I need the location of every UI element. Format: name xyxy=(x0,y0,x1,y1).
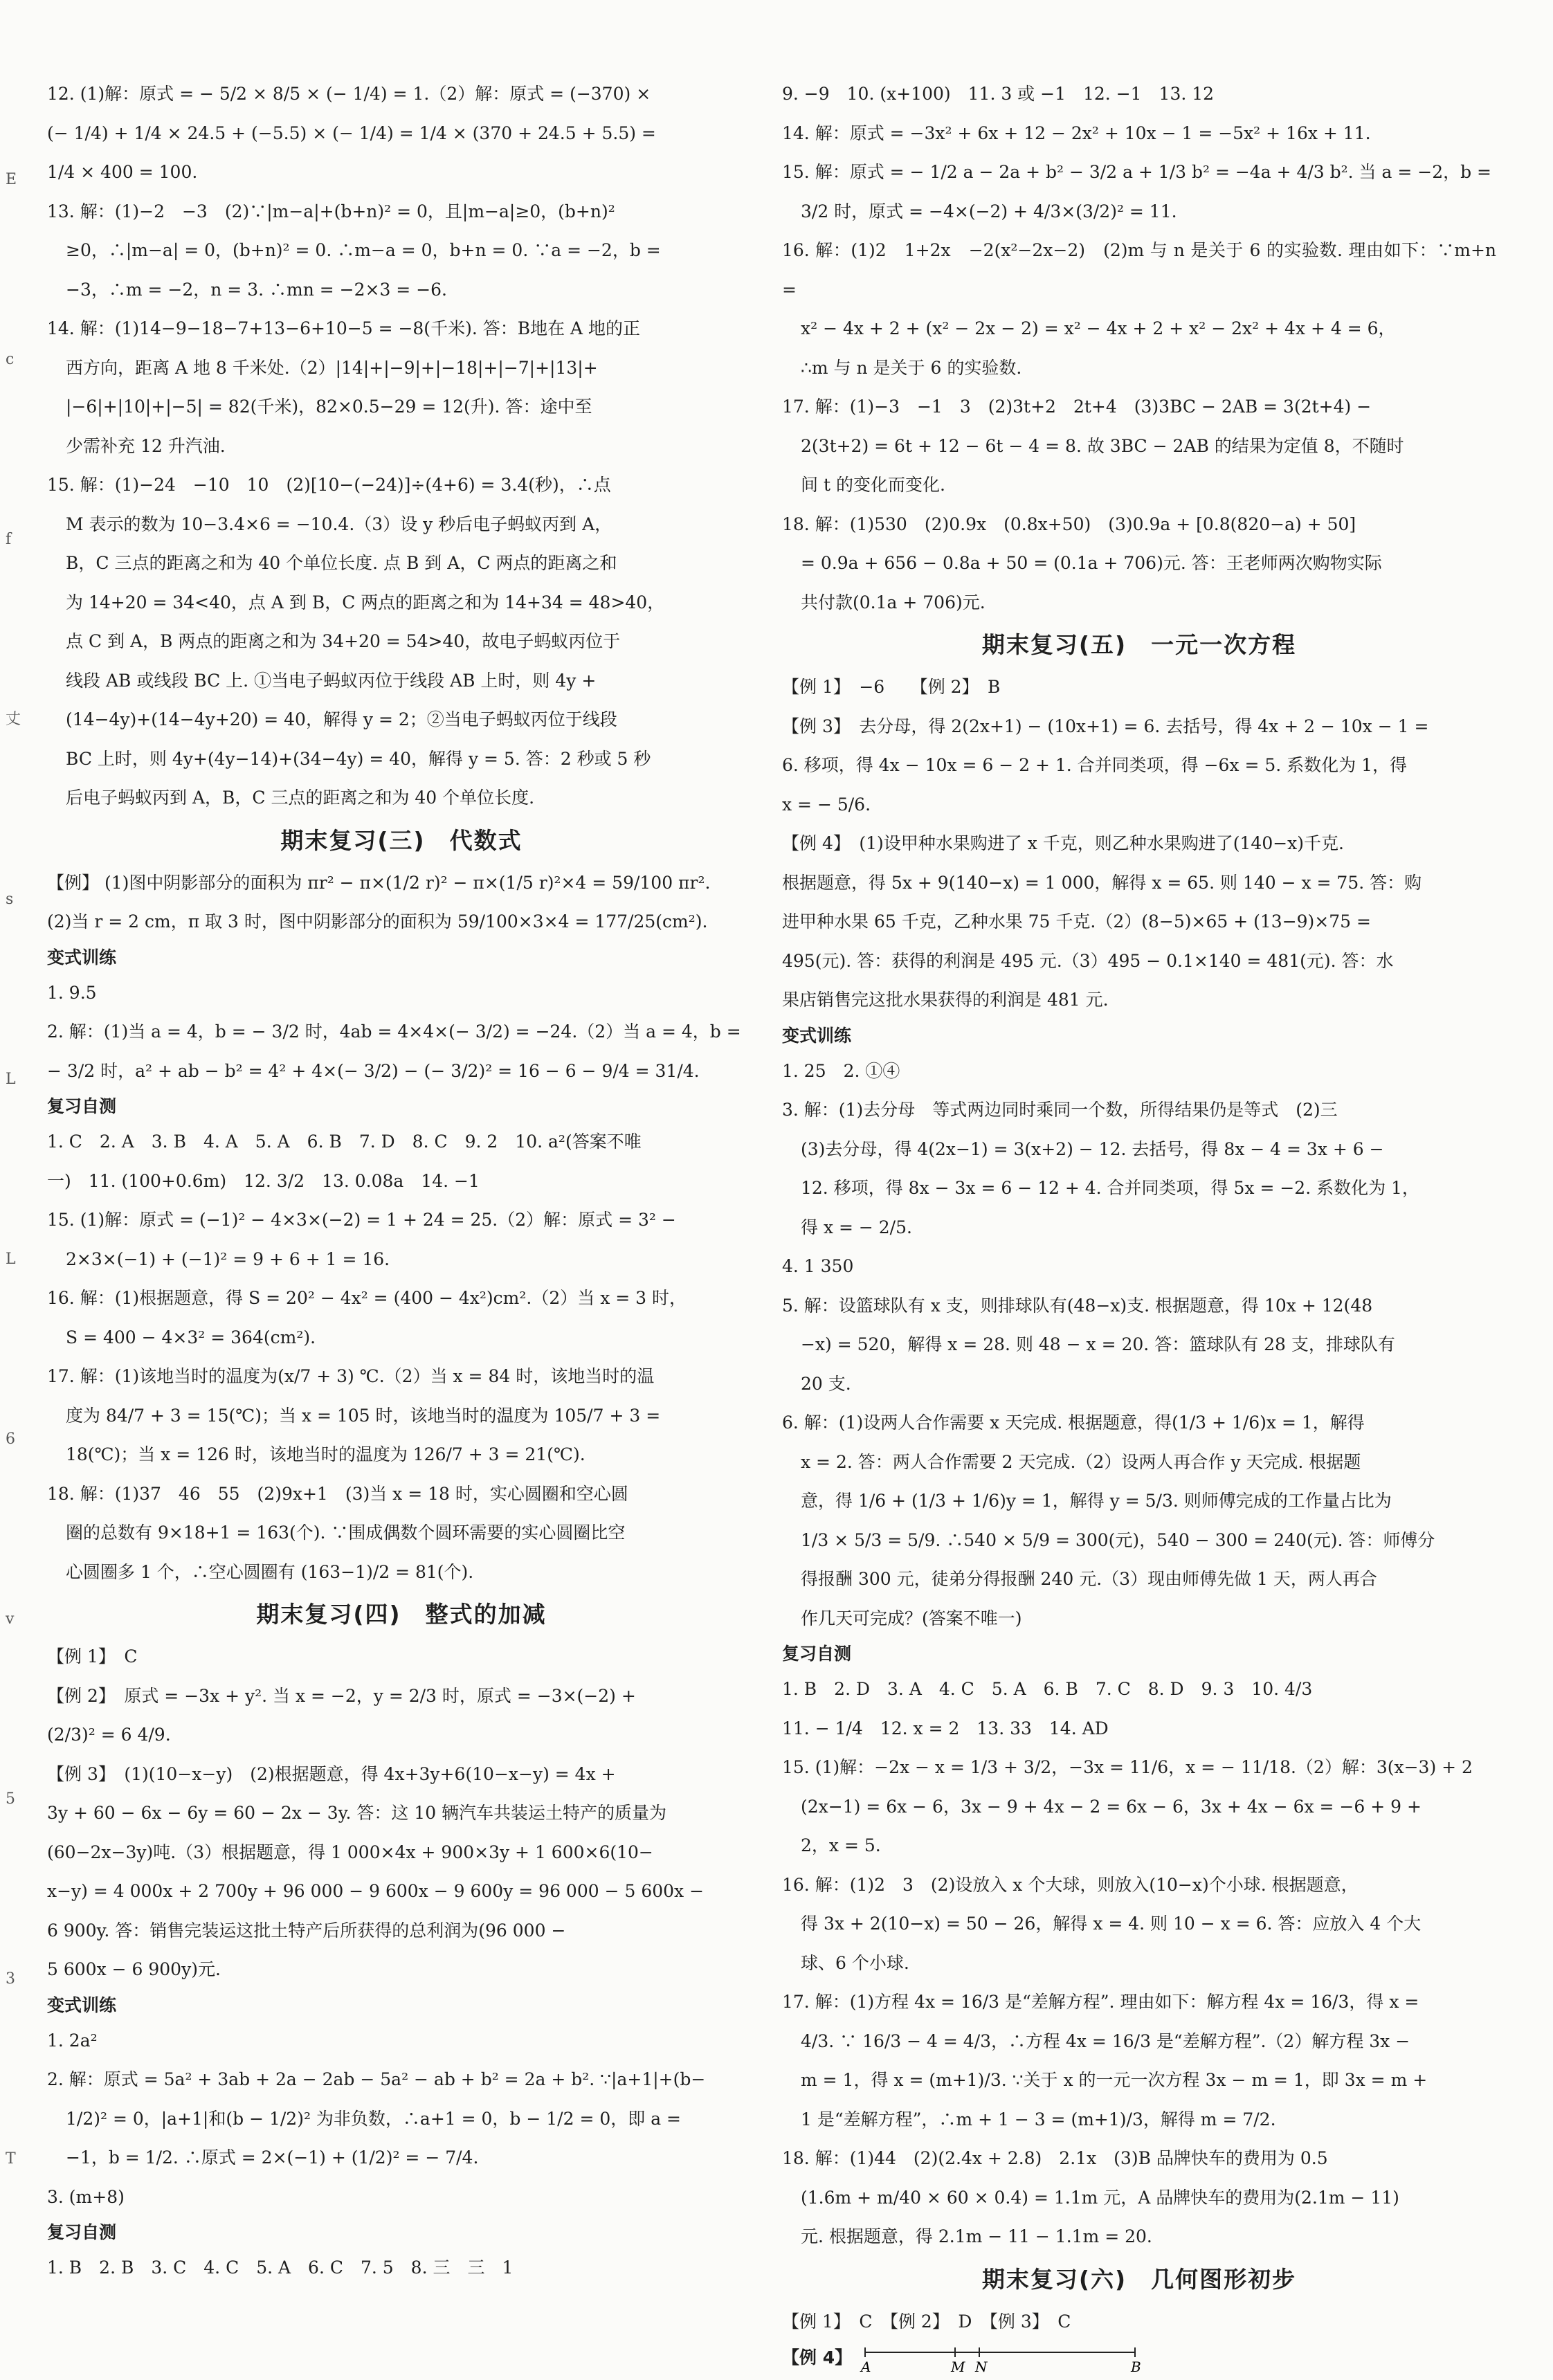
answer-line: (2x−1) = 6x − 6，3x − 9 + 4x − 2 = 6x − 6，3x + 4x − 6x = −6 + 9 + xyxy=(801,1796,1422,1817)
answer-line: 为 14+20 = 34<40，点 A 到 B，C 两点的距离之和为 14+34 = 48>40， xyxy=(66,592,665,612)
answer-line: 圈的总数有 9×18+1 = 163(个). ∵围成偶数个圆环需要的实心圆圈比空 xyxy=(66,1523,626,1543)
subsection-heading: 复习自测 xyxy=(47,1096,117,1116)
answer-line: 【例 3】 去分母，得 2(2x+1) − (10x+1) = 6. 去括号，得 4x + 2 − 10x − 1 = xyxy=(782,716,1429,736)
edge-char: s xyxy=(6,891,14,908)
answer-line: 14. 解：原式 = −3x² + 6x + 12 − 2x² + 10x − 1 = −5x² + 16x + 11. xyxy=(782,122,1371,143)
answer-line: 20 支. xyxy=(801,1373,851,1394)
answer-line: 15. (1)解：原式 = (−1)² − 4×3×(−2) = 1 + 24 = 25.（2）解：原式 = 3² − xyxy=(47,1210,676,1230)
answer-line: 间 t 的变化而变化. xyxy=(801,475,945,495)
answer-line: 【例 1】 C 【例 2】 D 【例 3】 C xyxy=(782,2311,1071,2332)
answer-line: 【例 3】 (1)(10−x−y) (2)根据题意，得 4x+3y+6(10−x−y) = 4x + xyxy=(47,1763,616,1784)
answer-line: (60−2x−3y)吨.（3）根据题意，得 1 000×4x + 900×3y + 1 600×6(10− xyxy=(47,1842,653,1862)
answer-line: 果店销售完这批水果获得的利润是 481 元. xyxy=(782,990,1109,1010)
answer-line: x² − 4x + 2 + (x² − 2x − 2) = x² − 4x + 2 + x² − 2x² + 4x + 4 = 6， xyxy=(801,318,1396,338)
answer-line: 1. C 2. A 3. B 4. A 5. A 6. B 7. D 8. C 9. 2 10. a²(答案不唯 xyxy=(47,1132,642,1152)
answer-line: 得 x = − 2/5. xyxy=(801,1217,912,1237)
point-label: B xyxy=(1131,2359,1141,2375)
answer-line: 6. 移项，得 4x − 10x = 6 − 2 + 1. 合并同类项，得 −6x = 5. 系数化为 1，得 xyxy=(782,755,1408,775)
answer-line: 一) 11. (100+0.6m) 12. 3/2 13. 0.08a 14. −1 xyxy=(47,1170,480,1191)
answer-line: −1，b = 1/2. ∴原式 = 2×(−1) + (1/2)² = − 7/4. xyxy=(66,2147,479,2168)
answer-line: 18. 解：(1)530 (2)0.9x (0.8x+50) (3)0.9a + [0.8(820−a) + 50] xyxy=(782,514,1356,534)
edge-char: L xyxy=(6,1251,16,1268)
answer-line: 2. 解：原式 = 5a² + 3ab + 2a − 2ab − 5a² − ab + b² = 2a + b². ∵|a+1|+(b− xyxy=(47,2069,706,2089)
answer-line: 17. 解：(1)该地当时的温度为(x/7 + 3) ℃.（2）当 x = 84 时，该地当时的温 xyxy=(47,1366,655,1386)
answer-line: 15. 解：(1)−24 −10 10 (2)[10−(−24)]÷(4+6) = 3.4(秒)，∴点 xyxy=(47,475,611,495)
answer-line: 点 C 到 A，B 两点的距离之和为 34+20 = 54>40，故电子蚂蚁丙位于 xyxy=(66,631,621,651)
answer-line: (− 1/4) + 1/4 × 24.5 + (−5.5) × (− 1/4) = 1/4 × (370 + 24.5 + 5.5) = xyxy=(47,122,656,143)
answer-line: 18(℃)；当 x = 126 时，该地当时的温度为 126/7 + 3 = 21(℃). xyxy=(66,1444,585,1464)
answer-line: 【例 1】 −6 【例 2】 B xyxy=(782,677,1001,697)
answer-line: 共付款(0.1a + 706)元. xyxy=(801,592,986,612)
answer-line: 13. 解：(1)−2 −3 (2)∵|m−a|+(b+n)² = 0，且|m−a|≥0，(b+n)² xyxy=(47,201,615,221)
example-4-figure xyxy=(782,2341,1496,2380)
answer-line: 3. 解：(1)去分母 等式两边同时乘同一个数，所得结果仍是等式 (2)三 xyxy=(782,1100,1338,1120)
section-title: 期末复习(四) 整式的加减 xyxy=(256,1601,547,1628)
answer-line: = 0.9a + 656 − 0.8a + 50 = (0.1a + 706)元. 答：王老师两次购物实际 xyxy=(801,553,1382,573)
answer-line: 4. 1 350 xyxy=(782,1256,854,1276)
answer-line: 1/4 × 400 = 100. xyxy=(47,162,198,182)
answer-line: 15. (1)解：−2x − x = 1/3 + 3/2，−3x = 11/6，x = − 11/18.（2）解：3(x−3) + 2 xyxy=(782,1757,1473,1777)
answer-line: 1. 25 2. ①④ xyxy=(782,1060,900,1081)
answer-line: 2. 解：(1)当 a = 4，b = − 3/2 时，4ab = 4×4×(− 3/2) = −24.（2）当 a = 4，b = xyxy=(47,1021,741,1042)
answer-line: B，C 三点的距离之和为 40 个单位长度. 点 B 到 A，C 两点的距离之和 xyxy=(66,553,617,573)
answer-line: 17. 解：(1)−3 −1 3 (2)3t+2 2t+4 (3)3BC − 2AB = 3(2t+4) − xyxy=(782,397,1372,417)
answer-line: ∴m 与 n 是关于 6 的实验数. xyxy=(801,357,1022,378)
answer-line: 1/2)² = 0，|a+1|和(b − 1/2)² 为非负数，∴a+1 = 0，b − 1/2 = 0，即 a = xyxy=(66,2108,681,2129)
answer-line: 作几天可完成？(答案不唯一) xyxy=(801,1608,1022,1628)
section-title: 期末复习(五) 一元一次方程 xyxy=(981,631,1297,658)
answer-line: −x) = 520，解得 x = 28. 则 48 − x = 20. 答：篮球队有 28 支，排球队有 xyxy=(801,1334,1395,1354)
answer-line: 16. 解：(1)根据题意，得 S = 20² − 4x² = (400 − 4x²)cm².（2）当 x = 3 时， xyxy=(47,1288,687,1308)
edge-char: 6 xyxy=(6,1430,15,1448)
answer-line: |−6|+|10|+|−5| = 82(千米)，82×0.5−29 = 12(升). 答：途中至 xyxy=(66,397,592,417)
answer-line: (2)当 r = 2 cm，π 取 3 时，图中阴影部分的面积为 59/100×3×4 = 177/25(cm²). xyxy=(47,911,708,932)
answer-line: 西方向，距离 A 地 8 千米处.（2）|14|+|−9|+|−18|+|−7|+|13|+ xyxy=(66,357,598,378)
point-label: N xyxy=(975,2359,988,2375)
edge-char: 丈 xyxy=(6,711,21,728)
answer-line: 得报酬 300 元，徒弟分得报酬 240 元.（3）现由师傅先做 1 天，两人再合 xyxy=(801,1569,1377,1589)
subsection-heading: 复习自测 xyxy=(782,1644,852,1664)
answer-line: 11. − 1/4 12. x = 2 13. 33 14. AD xyxy=(782,1718,1109,1738)
subsection-heading: 复习自测 xyxy=(47,2222,117,2242)
answer-line: 1. B 2. D 3. A 4. C 5. A 6. B 7. C 8. D 9. 3 10. 4/3 xyxy=(782,1679,1313,1699)
answer-line: (2/3)² = 6 4/9. xyxy=(47,1725,171,1745)
answer-line: 【例】 (1)图中阴影部分的面积为 πr² − π×(1/2 r)² − π×(1/5 r)²×4 = 59/100 πr². xyxy=(47,872,711,893)
answer-line: 495(元). 答：获得的利润是 495 元.（3）495 − 0.1×140 = 481(元). 答：水 xyxy=(782,950,1394,971)
answer-line: 3/2 时，原式 = −4×(−2) + 4/3×(3/2)² = 11. xyxy=(801,201,1177,221)
answer-line: 12. 移项，得 8x − 3x = 6 − 12 + 4. 合并同类项，得 5x = −2. 系数化为 1， xyxy=(801,1178,1419,1198)
edge-char: 3 xyxy=(6,1970,15,1988)
point-label: M xyxy=(951,2359,965,2375)
answer-line: 1/3 × 5/3 = 5/9. ∴540 × 5/9 = 300(元)，540 − 300 = 240(元). 答：师傅分 xyxy=(801,1529,1435,1550)
answer-line: (3)去分母，得 4(2x−1) = 3(x+2) − 12. 去括号，得 8x − 4 = 3x + 6 − xyxy=(801,1138,1384,1159)
section-title: 期末复习(六) 几何图形初步 xyxy=(981,2265,1297,2293)
answer-line: 心圆圈多 1 个，∴空心圆圈有 (163−1)/2 = 81(个). xyxy=(66,1561,474,1582)
subsection-heading: 变式训练 xyxy=(782,1025,852,1046)
answer-line: 【例 1】 C xyxy=(47,1646,138,1666)
answer-line: (14−4y)+(14−4y+20) = 40，解得 y = 2；②当电子蚂蚁丙位于线段 xyxy=(66,709,617,729)
answer-line: 进甲种水果 65 千克，乙种水果 75 千克.（2）(8−5)×65 + (13−9)×75 = xyxy=(782,911,1371,932)
answer-line: 【例 4】 (1)设甲种水果购进了 x 千克，则乙种水果购进了(140−x)千克. xyxy=(782,833,1344,853)
answer-line: 1. 9.5 xyxy=(47,982,97,1003)
answer-line: −3，∴m = −2，n = 3. ∴mn = −2×3 = −6. xyxy=(66,279,447,300)
answer-line: m = 1，得 x = (m+1)/3. ∵关于 x 的一元一次方程 3x − m = 1，即 3x = m + xyxy=(801,2070,1428,2090)
segment-diagram xyxy=(858,2341,1149,2380)
answer-line: 17. 解：(1)方程 4x = 16/3 是“差解方程”. 理由如下：解方程 4x = 16/3，得 x = xyxy=(782,1992,1419,2012)
answer-line: 【例 2】 原式 = −3x + y². 当 x = −2，y = 2/3 时，原式 = −3×(−2) + xyxy=(47,1685,636,1706)
answer-line: x−y) = 4 000x + 2 700y + 96 000 − 9 600x − 9 600y = 96 000 − 5 600x − xyxy=(47,1881,705,1901)
edge-char: L xyxy=(6,1071,16,1088)
subsection-heading: 变式训练 xyxy=(47,947,117,968)
answer-line: 元. 根据题意，得 2.1m − 11 − 1.1m = 20. xyxy=(801,2226,1152,2246)
answer-line: 18. 解：(1)44 (2)(2.4x + 2.8) 2.1x (3)B 品牌快车的费用为 0.5 xyxy=(782,2148,1328,2168)
edge-char: c xyxy=(6,351,15,368)
answer-line: 6. 解：(1)设两人合作需要 x 天完成. 根据题意，得(1/3 + 1/6)x = 1，解得 xyxy=(782,1412,1365,1433)
answer-line: 2×3×(−1) + (−1)² = 9 + 6 + 1 = 16. xyxy=(66,1248,390,1269)
answer-line: M 表示的数为 10−3.4×6 = −10.4.（3）设 y 秒后电子蚂蚁丙到 A， xyxy=(66,514,612,534)
answer-line: 16. 解：(1)2 3 (2)设放入 x 个大球，则放入(10−x)个小球. 根据题意， xyxy=(782,1874,1359,1895)
answer-line: 得 3x + 2(10−x) = 50 − 26，解得 x = 4. 则 10 − x = 6. 答：应放入 4 个大 xyxy=(801,1914,1422,1934)
edge-char: f xyxy=(6,531,12,548)
edge-char: 5 xyxy=(6,1790,15,1808)
answer-line: 1. B 2. B 3. C 4. C 5. A 6. C 7. 5 8. 三 三 1 xyxy=(47,2258,514,2278)
answer-line: 球、6 个小球. xyxy=(801,1952,909,1973)
answer-line: 16. 解：(1)2 1+2x −2(x²−2x−2) (2)m 与 n 是关于 6 的实验数. 理由如下：∵m+n = xyxy=(782,240,1496,300)
answer-line: 后电子蚂蚁丙到 A，B，C 三点的距离之和为 40 个单位长度. xyxy=(66,788,535,808)
section-title: 期末复习(三) 代数式 xyxy=(280,826,523,854)
point-label: A xyxy=(861,2359,871,2375)
answer-line: 根据题意，得 5x + 9(140−x) = 1 000，解得 x = 65. 则 140 − x = 75. 答：购 xyxy=(782,872,1422,893)
answer-line: (1.6m + m/40 × 60 × 0.4) = 1.1m 元，A 品牌快车的费用为(2.1m − 11) xyxy=(801,2187,1399,2208)
answer-line: 5. 解：设篮球队有 x 支，则排球队有(48−x)支. 根据题意，得 10x + 12(48 xyxy=(782,1295,1373,1316)
right-column xyxy=(782,75,1496,2380)
answer-line: x = − 5/6. xyxy=(782,794,871,815)
edge-char: E xyxy=(6,171,17,188)
answer-line: 6 900y. 答：销售完装运这批土特产后所获得的总利润为(96 000 − xyxy=(47,1920,566,1941)
answer-line: 1. 2a² xyxy=(47,2030,98,2051)
answer-line: 14. 解：(1)14−9−18−7+13−6+10−5 = −8(千米). 答：B地在 A 地的正 xyxy=(47,318,641,338)
answer-line: S = 400 − 4×3² = 364(cm²). xyxy=(66,1327,316,1347)
example-4-label: 【例 4】 xyxy=(782,2347,853,2368)
answer-line: − 3/2 时，a² + ab − b² = 4² + 4×(− 3/2) − (− 3/2)² = 16 − 6 − 9/4 = 31/4. xyxy=(47,1060,700,1081)
answer-line: 15. 解：原式 = − 1/2 a − 2a + b² − 3/2 a + 1/3 b² = −4a + 4/3 b². 当 a = −2，b = xyxy=(782,162,1492,182)
answer-line: 少需补充 12 升汽油. xyxy=(66,435,226,456)
answer-line: 4/3. ∵ 16/3 − 4 = 4/3，∴方程 4x = 16/3 是“差解方程”.（2）解方程 3x − xyxy=(801,2031,1410,2051)
answer-line: 2，x = 5. xyxy=(801,1835,881,1855)
answer-line: 线段 AB 或线段 BC 上. ①当电子蚂蚁丙位于线段 AB 上时，则 4y + xyxy=(66,670,597,691)
answer-line: x = 2. 答：两人合作需要 2 天完成.（2）设两人再合作 y 天完成. 根据题 xyxy=(801,1451,1361,1472)
binding-edge-marks xyxy=(6,90,21,2249)
answer-line: 意，得 1/6 + (1/3 + 1/6)y = 1，解得 y = 5/3. 则师傅完成的工作量占比为 xyxy=(801,1491,1392,1511)
answer-line: 3y + 60 − 6x − 6y = 60 − 2x − 3y. 答：这 10 辆汽车共装运土特产的质量为 xyxy=(47,1803,667,1823)
answer-line: 3. (m+8) xyxy=(47,2186,125,2207)
answer-line: BC 上时，则 4y+(4y−14)+(34−4y) = 40，解得 y = 5. 答：2 秒或 5 秒 xyxy=(66,748,651,769)
answer-line: 度为 84/7 + 3 = 15(℃)；当 x = 105 时，该地当时的温度为 105/7 + 3 = xyxy=(66,1405,661,1426)
answer-line: 1 是“差解方程”，∴m + 1 − 3 = (m+1)/3，解得 m = 7/2. xyxy=(801,2109,1276,2129)
answer-line: 18. 解：(1)37 46 55 (2)9x+1 (3)当 x = 18 时，实心圆圈和空心圆 xyxy=(47,1483,628,1504)
answer-line: ≥0，∴|m−a| = 0，(b+n)² = 0. ∴m−a = 0，b+n = 0. ∵a = −2，b = xyxy=(66,240,661,260)
subsection-heading: 变式训练 xyxy=(47,1995,117,2015)
answer-line: 9. −9 10. (x+100) 11. 3 或 −1 12. −1 13. 12 xyxy=(782,84,1215,104)
answer-line: 5 600x − 6 900y)元. xyxy=(47,1959,221,1979)
answer-line: 2(3t+2) = 6t + 12 − 6t − 4 = 8. 故 3BC − 2AB 的结果为定值 8，不随时 xyxy=(801,435,1404,456)
edge-char: v xyxy=(6,1610,15,1628)
edge-char: T xyxy=(6,2150,16,2168)
answer-line: 12. (1)解：原式 = − 5/2 × 8/5 × (− 1/4) = 1.（2）解：原式 = (−370) × xyxy=(47,84,651,104)
left-column xyxy=(47,75,756,2288)
